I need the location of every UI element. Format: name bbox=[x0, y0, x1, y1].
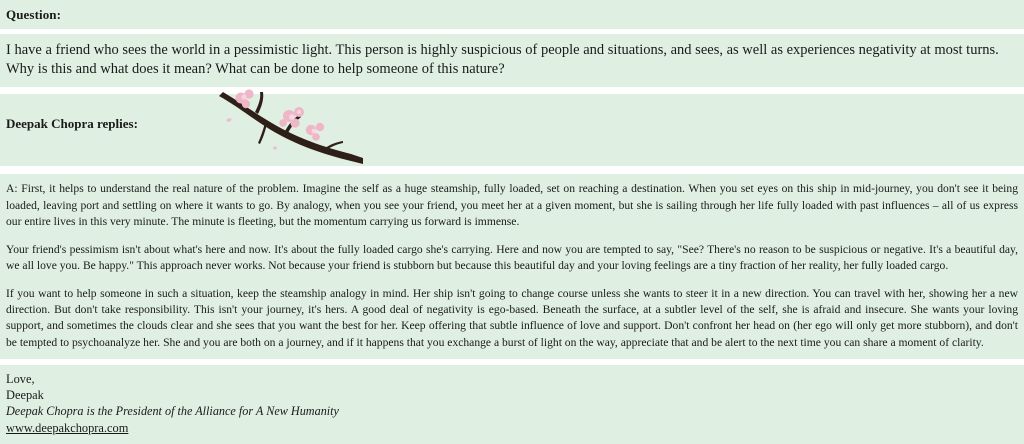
answer-band bbox=[0, 174, 1024, 359]
question-text: I have a friend who sees the world in a pessimistic light. This person is highly suspicious of people and situations, and sees, as well as experiences negativity at most turns. Why is this and what does it mean? What can be done to help someone of this nature? bbox=[6, 42, 999, 78]
spacer-2 bbox=[0, 87, 1024, 94]
answer-paragraph-2: Your friend's pessimism isn't about what's here and now. It's about the fully loaded cargo she's carrying. Here and now you are tempted to say, "See? There's no reason to be suspicious or negative. It's a beautiful day, we all love you. Be happy." This approach never works. Not because your friend is stubborn but because this beautiful day and your loving feelings are a tiny fraction of her reality, her fully loaded cargo. bbox=[6, 242, 1018, 273]
signature-name: Deepak bbox=[6, 388, 44, 403]
replies-band bbox=[0, 94, 1024, 166]
question-label: Question: bbox=[6, 7, 62, 22]
replies-label: Deepak Chopra replies: bbox=[6, 116, 138, 132]
signature-closing: Love, bbox=[6, 372, 35, 387]
spacer-3 bbox=[0, 166, 1024, 174]
question-label-band bbox=[0, 0, 1024, 29]
cherry-blossom-branch-icon bbox=[215, 86, 375, 170]
signature-website-link[interactable]: www.deepakchopra.com bbox=[6, 421, 129, 436]
question-text-band bbox=[0, 34, 1024, 87]
signature-title: Deepak Chopra is the President of the Alliance for A New Humanity bbox=[6, 403, 339, 418]
answer-paragraph-1: A: First, it helps to understand the real nature of the problem. Imagine the self as a huge steamship, fully loaded, set on reaching a destination. When you set eyes on this ship in mid-journey, you don't see it being loaded, leaving port and settling on where it wants to go. By analogy, when you see your friend, you meet her at a given moment, but she is sailing through her life fully loaded with past influences – all of us express our entire lives in this very minute. The minute is fleeting, but the momentum carrying us forward is immense. bbox=[6, 182, 1018, 229]
answer-paragraph-3: If you want to help someone in such a situation, keep the steamship analogy in mind. Her ship isn't going to change course unless she wants to steer it in a new direction. You can travel with her, showing her a new direction. But don't take responsibility. This isn't your journey, it's hers. A good deal of negativity is ego-based. Beneath the surface, at a subtler level of the self, she is afraid and insecure. She wants your loving support, and sometimes the clouds clear and she sees that you want the best for her. Keep offering that subtle influence of love and support. Don't confront her head on (her ego will only get more stubborn), and don't be tempted to psychoanalyze her. She and you are both on a journey, and if it happens that you exchange a burst of light on the way, appreciate that and be alert to the next time you can share a moment of clarity. bbox=[6, 286, 1018, 349]
signature-band bbox=[0, 365, 1024, 444]
